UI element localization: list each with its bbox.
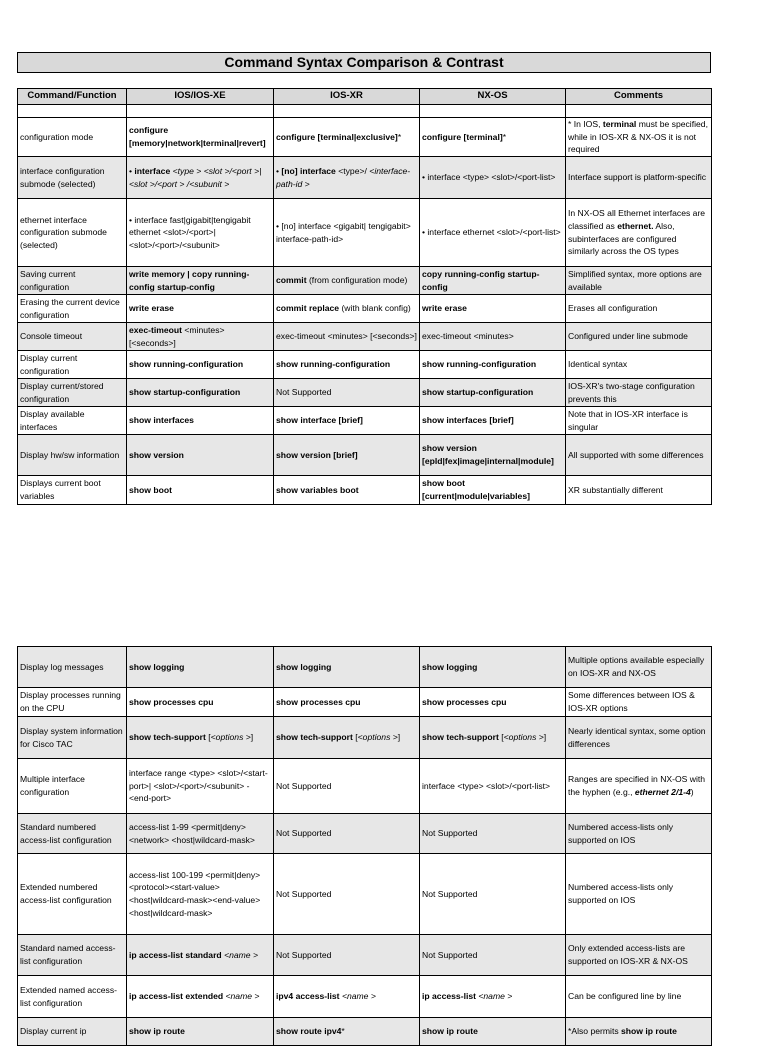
iosxr-cell: ipv4 access-list <name > <box>274 976 420 1018</box>
iosxr-cell: show tech-support [<options >] <box>274 717 420 759</box>
iosxr-cell: exec-timeout <minutes> [<seconds>] <box>274 323 420 351</box>
iosxr-cell: commit (from configuration mode) <box>274 267 420 295</box>
ios-cell: • interface fast|gigabit|tengigabit ethernet <slot>/<port>| <slot>/<port>/<subunit> <box>127 199 274 267</box>
comments-cell: Only extended access-lists are supported on IOS-XR & NX-OS <box>566 935 712 976</box>
command-cell: Display current ip <box>18 1018 127 1046</box>
command-cell: configuration mode <box>18 118 127 157</box>
command-cell <box>18 105 127 118</box>
command-cell: Extended numbered access-list configuration <box>18 854 127 935</box>
table-row <box>18 976 712 1018</box>
iosxr-cell: Not Supported <box>274 854 420 935</box>
header-command: Command/Function <box>18 89 127 105</box>
table-row <box>18 199 712 267</box>
command-cell: Console timeout <box>18 323 127 351</box>
command-cell: Display hw/sw information <box>18 435 127 476</box>
command-cell: Erasing the current device configuration <box>18 295 127 323</box>
command-cell: Multiple interface configuration <box>18 759 127 814</box>
table-row <box>18 435 712 476</box>
iosxr-cell: show logging <box>274 647 420 688</box>
ios-cell: access-list 1-99 <permit|deny> <network> <host|wildcard-mask> <box>127 814 274 854</box>
iosxr-cell: Not Supported <box>274 814 420 854</box>
iosxr-cell: show variables boot <box>274 476 420 505</box>
nxos-cell: show tech-support [<options >] <box>420 717 566 759</box>
command-cell: Extended named access-list configuration <box>18 976 127 1018</box>
table-row <box>18 476 712 505</box>
table-row <box>18 105 712 118</box>
command-cell: ethernet interface configuration submode (selected) <box>18 199 127 267</box>
comparison-table-top <box>17 88 712 505</box>
ios-cell: • interface <type > <slot >/<port >|<slot >/<port > /<subunit > <box>127 157 274 199</box>
table-body-top <box>18 105 712 505</box>
nxos-cell: • interface ethernet <slot>/<port-list> <box>420 199 566 267</box>
ios-cell: configure [memory|network|terminal|revert] <box>127 118 274 157</box>
comments-cell: Simplified syntax, more options are available <box>566 267 712 295</box>
nxos-cell: show boot [current|module|variables] <box>420 476 566 505</box>
nxos-cell: show interfaces [brief] <box>420 407 566 435</box>
command-cell: Display log messages <box>18 647 127 688</box>
table-row <box>18 647 712 688</box>
header-iosxr: IOS-XR <box>274 89 420 105</box>
comments-cell: Identical syntax <box>566 351 712 379</box>
nxos-cell: interface <type> <slot>/<port-list> <box>420 759 566 814</box>
ios-cell: show ip route <box>127 1018 274 1046</box>
nxos-cell: show processes cpu <box>420 688 566 717</box>
comments-cell: In NX-OS all Ethernet interfaces are classified as ethernet. Also, subinterfaces are configured similarly across the OS types <box>566 199 712 267</box>
command-cell: Standard named access-list configuration <box>18 935 127 976</box>
ios-cell: show startup-configuration <box>127 379 274 407</box>
page-title: Command Syntax Comparison & Contrast <box>17 52 711 73</box>
nxos-cell: Not Supported <box>420 854 566 935</box>
command-cell: Display current/stored configuration <box>18 379 127 407</box>
header-nxos: NX-OS <box>420 89 566 105</box>
iosxr-cell <box>274 105 420 118</box>
comments-cell: Some differences between IOS & IOS-XR options <box>566 688 712 717</box>
nxos-cell: show ip route <box>420 1018 566 1046</box>
table-row <box>18 854 712 935</box>
comments-cell: Ranges are specified in NX-OS with the hyphen (e.g., ethernet 2/1-4) <box>566 759 712 814</box>
iosxr-cell: Not Supported <box>274 935 420 976</box>
iosxr-cell: commit replace (with blank config) <box>274 295 420 323</box>
comments-cell: XR substantially different <box>566 476 712 505</box>
nxos-cell: • interface <type> <slot>/<port-list> <box>420 157 566 199</box>
table-row <box>18 118 712 157</box>
header-ios: IOS/IOS-XE <box>127 89 274 105</box>
table-row <box>18 351 712 379</box>
table-row <box>18 295 712 323</box>
nxos-cell: ip access-list <name > <box>420 976 566 1018</box>
ios-cell: ip access-list extended <name > <box>127 976 274 1018</box>
nxos-cell: Not Supported <box>420 814 566 854</box>
ios-cell: interface range <type> <slot>/<start-port>| <slot>/<port>/<subunit> - <end-port> <box>127 759 274 814</box>
ios-cell: show version <box>127 435 274 476</box>
iosxr-cell: show processes cpu <box>274 688 420 717</box>
comments-cell: Configured under line submode <box>566 323 712 351</box>
nxos-cell: show logging <box>420 647 566 688</box>
nxos-cell: configure [terminal]* <box>420 118 566 157</box>
table-body-bottom <box>18 647 712 1046</box>
ios-cell: show boot <box>127 476 274 505</box>
iosxr-cell: show running-configuration <box>274 351 420 379</box>
ios-cell: show interfaces <box>127 407 274 435</box>
comments-cell: Numbered access-lists only supported on IOS <box>566 854 712 935</box>
ios-cell: exec-timeout <minutes> [<seconds>] <box>127 323 274 351</box>
ios-cell: show tech-support [<options >] <box>127 717 274 759</box>
comments-cell: Note that in IOS-XR interface is singular <box>566 407 712 435</box>
ios-cell: access-list 100-199 <permit|deny> <protocol><start-value> <host|wildcard-mask><end-value><host|wildcard-mask> <box>127 854 274 935</box>
comments-cell: IOS-XR's two-stage configuration prevents this <box>566 379 712 407</box>
header-comments: Comments <box>566 89 712 105</box>
table-row <box>18 814 712 854</box>
ios-cell <box>127 105 274 118</box>
table-row <box>18 323 712 351</box>
table-row <box>18 157 712 199</box>
ios-cell: ip access-list standard <name > <box>127 935 274 976</box>
comments-cell: Can be configured line by line <box>566 976 712 1018</box>
command-cell: Displays current boot variables <box>18 476 127 505</box>
nxos-cell: write erase <box>420 295 566 323</box>
iosxr-cell: configure [terminal|exclusive]* <box>274 118 420 157</box>
table-row <box>18 688 712 717</box>
comments-cell: All supported with some differences <box>566 435 712 476</box>
iosxr-cell: • [no] interface <type>/ <interface-path-id > <box>274 157 420 199</box>
comments-cell <box>566 105 712 118</box>
command-cell: Saving current configuration <box>18 267 127 295</box>
table-row <box>18 379 712 407</box>
comments-cell: Interface support is platform-specific <box>566 157 712 199</box>
comparison-table-bottom <box>17 646 712 1046</box>
comments-cell: Erases all configuration <box>566 295 712 323</box>
iosxr-cell: Not Supported <box>274 379 420 407</box>
command-cell: Display processes running on the CPU <box>18 688 127 717</box>
iosxr-cell: Not Supported <box>274 759 420 814</box>
ios-cell: write memory | copy running-config startup-config <box>127 267 274 295</box>
iosxr-cell: show version [brief] <box>274 435 420 476</box>
command-cell: interface configuration submode (selected) <box>18 157 127 199</box>
nxos-cell: show version [epld|fex|image|internal|module] <box>420 435 566 476</box>
command-cell: Display system information for Cisco TAC <box>18 717 127 759</box>
comments-cell: Nearly identical syntax, some option differences <box>566 717 712 759</box>
nxos-cell: show running-configuration <box>420 351 566 379</box>
table-row <box>18 267 712 295</box>
nxos-cell: exec-timeout <minutes> <box>420 323 566 351</box>
ios-cell: write erase <box>127 295 274 323</box>
comments-cell: Multiple options available especially on IOS-XR and NX-OS <box>566 647 712 688</box>
ios-cell: show running-configuration <box>127 351 274 379</box>
table-row <box>18 407 712 435</box>
nxos-cell: Not Supported <box>420 935 566 976</box>
nxos-cell: show startup-configuration <box>420 379 566 407</box>
table-row <box>18 717 712 759</box>
nxos-cell <box>420 105 566 118</box>
iosxr-cell: show interface [brief] <box>274 407 420 435</box>
table-row <box>18 1018 712 1046</box>
nxos-cell: copy running-config startup-config <box>420 267 566 295</box>
command-cell: Display available interfaces <box>18 407 127 435</box>
ios-cell: show processes cpu <box>127 688 274 717</box>
table-row <box>18 935 712 976</box>
command-cell: Display current configuration <box>18 351 127 379</box>
ios-cell: show logging <box>127 647 274 688</box>
comments-cell: * In IOS, terminal must be specified, while in IOS-XR & NX-OS it is not required <box>566 118 712 157</box>
iosxr-cell: show route ipv4* <box>274 1018 420 1046</box>
comments-cell: Numbered access-lists only supported on IOS <box>566 814 712 854</box>
table-row <box>18 759 712 814</box>
iosxr-cell: • [no] interface <gigabit| tengigabit> interface-path-id> <box>274 199 420 267</box>
command-cell: Standard numbered access-list configuration <box>18 814 127 854</box>
comments-cell: *Also permits show ip route <box>566 1018 712 1046</box>
